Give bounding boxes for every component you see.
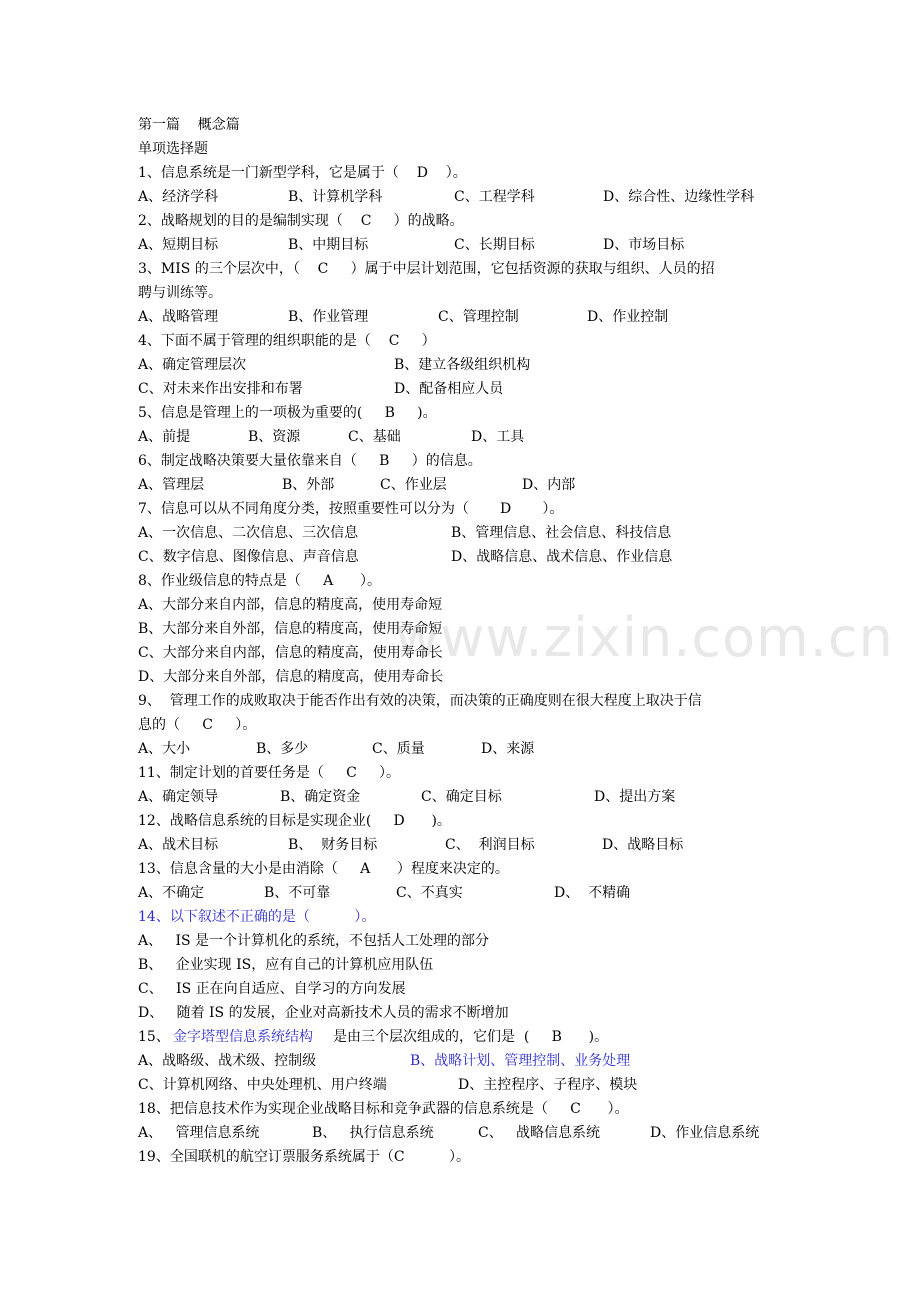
text-segment: B、资源 [248, 429, 301, 445]
text-segment: B、外部 [282, 477, 335, 493]
text-line [138, 548, 838, 566]
text-segment: A、 管理信息系统 [138, 1125, 260, 1141]
text-segment: 11、制定计划的首要任务是（ C ）。 [138, 765, 401, 781]
text-segment: D、市场目标 [603, 237, 685, 253]
text-line [138, 140, 838, 158]
text-line [138, 260, 838, 278]
text-segment: 7、信息可以从不同角度分类，按照重要性可以分为（ D ）。 [138, 501, 564, 517]
text-line [138, 476, 838, 494]
text-segment: B、大部分来自外部，信息的精度高，使用寿命短 [138, 621, 443, 637]
text-segment: A、不确定 [138, 885, 205, 901]
text-segment: A、经济学科 [138, 189, 219, 205]
text-segment: D、综合性、边缘性学科 [603, 189, 755, 205]
text-segment: C、 IS 正在向自适应、自学习的方向发展 [138, 981, 406, 997]
text-segment: D、战略目标 [602, 837, 684, 853]
text-segment: B、 企业实现 IS，应有自己的计算机应用队伍 [138, 957, 434, 973]
text-line [138, 332, 838, 350]
text-segment: A、确定领导 [138, 789, 219, 805]
text-line [138, 1052, 838, 1070]
text-line [138, 788, 838, 806]
text-segment: 6、制定战略决策要大量依靠来自（ B ）的信息。 [138, 453, 482, 469]
text-segment: C、基础 [348, 429, 401, 445]
text-segment: 1、信息系统是一门新型学科，它是属于（ D ）。 [138, 165, 467, 181]
text-segment: B、不可靠 [264, 885, 331, 901]
text-segment: D、配备相应人员 [394, 381, 504, 397]
text-line [138, 644, 838, 662]
text-line [138, 1100, 838, 1118]
text-segment: D、提出方案 [594, 789, 676, 805]
text-line [138, 1124, 838, 1142]
text-segment: B、 财务目标 [288, 837, 378, 853]
text-line [138, 500, 838, 518]
text-segment: C、 战略信息系统 [478, 1125, 601, 1141]
text-segment: C、不真实 [396, 885, 463, 901]
text-line [138, 764, 838, 782]
text-segment: C、作业层 [380, 477, 447, 493]
text-segment: 3、MIS 的三个层次中，（ C ）属于中层计划范围，它包括资源的获取与组织、人员的招 [138, 261, 715, 277]
watermark-text: www.zixin.com.cn [395, 606, 894, 669]
text-segment: B、中期目标 [288, 237, 369, 253]
text-line [138, 404, 838, 422]
text-segment: D、 不精确 [554, 885, 631, 901]
text-segment: A、战术目标 [138, 837, 219, 853]
text-line [138, 980, 838, 998]
text-line [138, 452, 838, 470]
text-line [138, 308, 838, 326]
text-segment: B、确定资金 [280, 789, 361, 805]
text-segment: B、管理信息、社会信息、科技信息 [451, 525, 672, 541]
text-line [138, 236, 838, 254]
text-line [138, 116, 838, 134]
text-line [138, 716, 838, 734]
text-line [138, 668, 838, 686]
text-line [138, 212, 838, 230]
text-segment: 5、信息是管理上的一项极为重要的( B )。 [138, 405, 437, 421]
text-line [138, 1004, 838, 1022]
text-segment: C、工程学科 [454, 189, 535, 205]
text-segment: C、计算机网络、中央处理机、用户终端 [138, 1077, 387, 1093]
text-segment: 聘与训练等。 [138, 285, 222, 301]
text-segment: B、战略计划、管理控制、业务处理 [410, 1053, 631, 1069]
text-segment: D、内部 [522, 477, 576, 493]
text-segment: 2、战略规划的目的是编制实现（ C ）的战略。 [138, 213, 464, 229]
text-line [138, 836, 838, 854]
text-line [138, 524, 838, 542]
text-segment: D、大部分来自外部，信息的精度高，使用寿命长 [138, 669, 444, 685]
text-line [138, 908, 838, 926]
text-segment: 13、信息含量的大小是由消除（ A ）程度来决定的。 [138, 861, 509, 877]
text-segment: A、短期目标 [138, 237, 219, 253]
text-line [138, 1076, 838, 1094]
text-segment: 是由三个层次组成的，它们是 ( B )。 [333, 1029, 609, 1045]
text-segment: 19、全国联机的航空订票服务系统属于（C ）。 [138, 1149, 471, 1165]
text-segment: C、 利润目标 [445, 837, 535, 853]
text-line [138, 380, 838, 398]
text-segment: 15、 [138, 1029, 170, 1045]
text-line [138, 164, 838, 182]
text-segment: A、战略管理 [138, 309, 219, 325]
text-segment: B、多少 [256, 741, 309, 757]
text-segment: 息的（ C ）。 [138, 717, 257, 733]
text-segment: C、数字信息、图像信息、声音信息 [138, 549, 359, 565]
text-segment: A、前提 [138, 429, 191, 445]
text-segment: A、确定管理层次 [138, 357, 247, 373]
text-segment: B、计算机学科 [288, 189, 383, 205]
text-segment: B、 执行信息系统 [312, 1125, 434, 1141]
text-line [138, 1028, 838, 1046]
text-segment: 12、战略信息系统的目标是实现企业( D )。 [138, 813, 451, 829]
text-segment: 8、作业级信息的特点是（ A ）。 [138, 573, 381, 589]
text-segment: 4、下面不属于管理的组织职能的是（ C ） [138, 333, 436, 349]
text-segment: A、一次信息、二次信息、三次信息 [138, 525, 359, 541]
text-line [138, 620, 838, 638]
text-line [138, 572, 838, 590]
text-segment: D、作业信息系统 [650, 1125, 760, 1141]
text-segment: 金字塔型信息系统结构 [173, 1029, 313, 1045]
text-segment: C、大部分来自内部，信息的精度高，使用寿命长 [138, 645, 443, 661]
text-segment: D、战略信息、战术信息、作业信息 [451, 549, 673, 565]
text-segment: C、对未来作出安排和布署 [138, 381, 303, 397]
text-line [138, 1148, 838, 1166]
text-segment: C、长期目标 [454, 237, 535, 253]
text-line [138, 956, 838, 974]
text-line [138, 932, 838, 950]
text-line [138, 356, 838, 374]
text-segment: A、 IS 是一个计算机化的系统，不包括人工处理的部分 [138, 933, 490, 949]
text-line [138, 428, 838, 446]
text-segment: C、质量 [372, 741, 425, 757]
text-segment: 单项选择题 [138, 141, 208, 157]
text-segment: B、建立各级组织机构 [394, 357, 531, 373]
text-segment: A、管理层 [138, 477, 205, 493]
text-line [138, 812, 838, 830]
text-line [138, 284, 838, 302]
text-segment: 14、以下叙述不正确的是（ ）。 [138, 909, 376, 925]
text-segment: C、管理控制 [438, 309, 519, 325]
text-line [138, 692, 838, 710]
text-segment: D、主控程序、子程序、模块 [458, 1077, 638, 1093]
text-segment: D、工具 [471, 429, 525, 445]
text-line [138, 740, 838, 758]
text-segment: 第一篇 概念篇 [138, 117, 240, 133]
text-segment: C、确定目标 [421, 789, 502, 805]
text-segment: A、战略级、战术级、控制级 [138, 1053, 317, 1069]
text-segment: 9、 管理工作的成败取决于能否作出有效的决策，而决策的正确度则在很大程度上取决于信 [138, 693, 702, 709]
text-line [138, 596, 838, 614]
text-segment: A、大部分来自内部，信息的精度高，使用寿命短 [138, 597, 443, 613]
text-segment: D、来源 [481, 741, 535, 757]
text-segment: A、大小 [138, 741, 191, 757]
text-line [138, 884, 838, 902]
text-segment: D、 随着 IS 的发展，企业对高新技术人员的需求不断增加 [138, 1005, 509, 1021]
text-segment: D、作业控制 [587, 309, 669, 325]
text-line [138, 860, 838, 878]
text-segment: B、作业管理 [288, 309, 369, 325]
text-segment: 18、把信息技术作为实现企业战略目标和竞争武器的信息系统是（ C ）。 [138, 1101, 629, 1117]
text-line [138, 188, 838, 206]
